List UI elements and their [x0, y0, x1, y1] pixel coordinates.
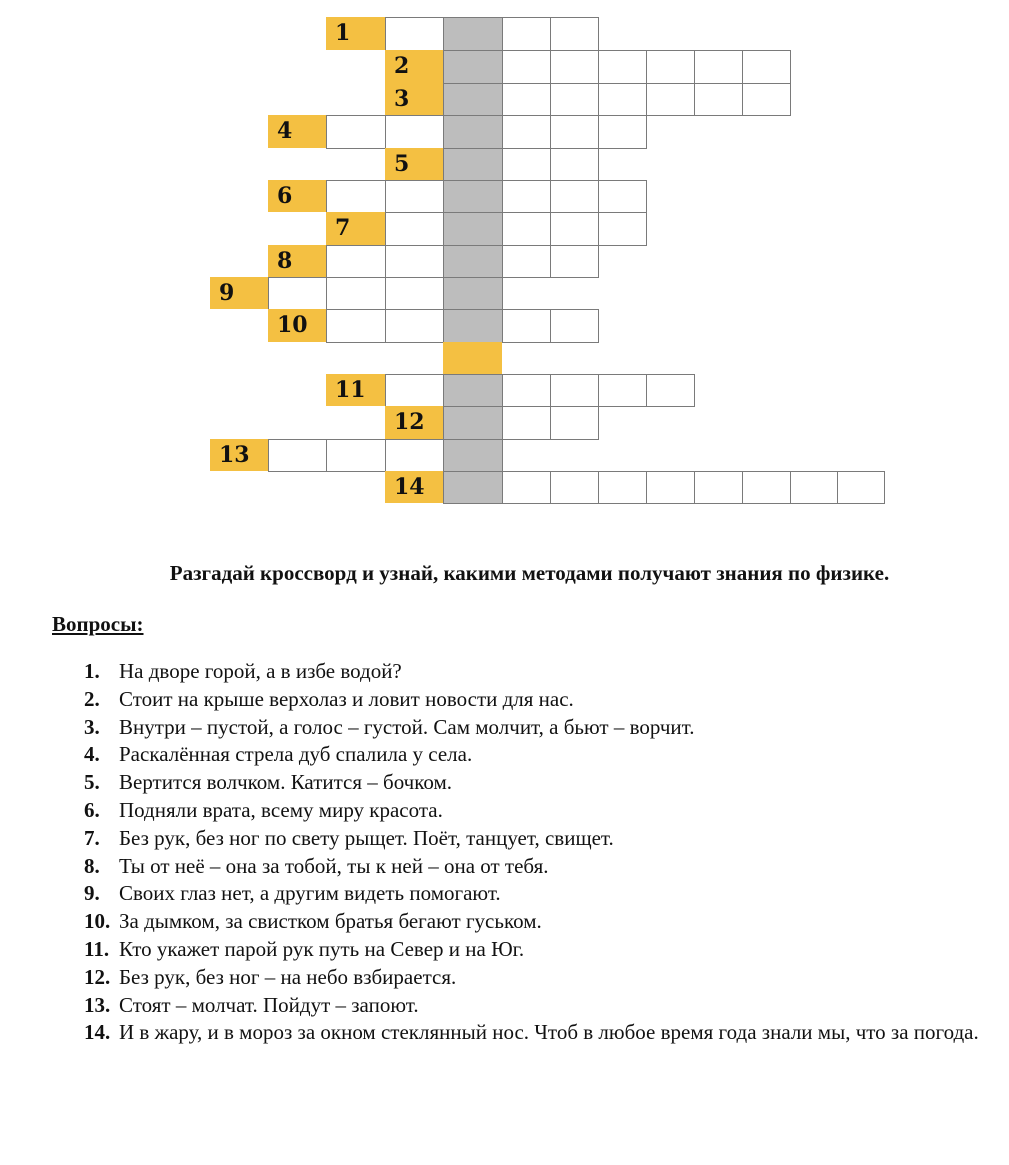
letter-cell[interactable]: [598, 180, 647, 213]
crossword-grid: [0, 0, 1009, 520]
letter-cell[interactable]: [550, 148, 599, 181]
letter-cell[interactable]: [385, 309, 444, 343]
key-letter-cell[interactable]: [443, 148, 503, 181]
letter-cell[interactable]: [502, 83, 551, 116]
question-text: Без рук, без ног – на небо взбирается.: [119, 964, 457, 989]
letter-cell[interactable]: [550, 180, 599, 213]
letter-cell[interactable]: [385, 180, 444, 213]
letter-cell[interactable]: [550, 83, 599, 116]
letter-cell[interactable]: [268, 277, 327, 310]
letter-cell[interactable]: [502, 50, 551, 84]
key-letter-cell[interactable]: [443, 17, 503, 51]
letter-cell[interactable]: [502, 471, 551, 504]
question-item: [84, 741, 989, 769]
letter-cell[interactable]: [550, 212, 599, 246]
letter-cell[interactable]: [326, 245, 386, 278]
letter-cell[interactable]: [742, 50, 791, 84]
question-number: 8.: [84, 853, 100, 878]
letter-cell[interactable]: [385, 212, 444, 246]
question-text: Подняли врата, всему миру красота.: [119, 797, 443, 822]
letter-cell[interactable]: [646, 83, 695, 116]
clue-number-label: [443, 342, 502, 374]
question-item: [84, 658, 989, 686]
key-letter-cell[interactable]: [443, 115, 503, 149]
clue-number-label: 4: [268, 115, 326, 148]
key-letter-cell[interactable]: [443, 180, 503, 213]
key-letter-cell[interactable]: [443, 374, 503, 407]
letter-cell[interactable]: [598, 471, 647, 504]
key-letter-cell[interactable]: [443, 439, 503, 472]
letter-cell[interactable]: [598, 374, 647, 407]
letter-cell[interactable]: [550, 309, 599, 343]
question-item: [84, 686, 989, 714]
questions-list: [84, 658, 989, 1047]
letter-cell[interactable]: [694, 50, 743, 84]
letter-cell[interactable]: [502, 406, 551, 440]
question-number: 14.: [84, 1020, 111, 1045]
key-letter-cell[interactable]: [443, 309, 503, 343]
question-item: [84, 853, 989, 881]
letter-cell[interactable]: [502, 309, 551, 343]
question-item: [84, 908, 989, 936]
letter-cell[interactable]: [385, 374, 444, 407]
question-item: [84, 714, 989, 742]
letter-cell[interactable]: [326, 277, 386, 310]
question-text: Без рук, без ног по свету рыщет. Поёт, танцует, свищет.: [119, 825, 614, 850]
letter-cell[interactable]: [385, 277, 444, 310]
question-number: 7.: [84, 825, 100, 850]
question-number: 4.: [84, 742, 100, 767]
letter-cell[interactable]: [598, 115, 647, 149]
question-item: [84, 769, 989, 797]
question-item: [84, 936, 989, 964]
question-item: [84, 825, 989, 853]
question-item: [84, 964, 989, 992]
letter-cell[interactable]: [502, 148, 551, 181]
question-text: Внутри – пустой, а голос – густой. Сам молчит, а бьют – ворчит.: [119, 714, 695, 739]
letter-cell[interactable]: [385, 439, 444, 472]
letter-cell[interactable]: [385, 245, 444, 278]
clue-number-label: 5: [385, 148, 443, 180]
question-text: Стоит на крыше верхолаз и ловит новости для нас.: [119, 686, 574, 711]
clue-number-label: 12: [385, 406, 443, 439]
question-number: 2.: [84, 686, 100, 711]
clue-number-label: 1: [326, 17, 385, 50]
question-text: Ты от неё – она за тобой, ты к ней – она от тебя.: [119, 853, 549, 878]
letter-cell[interactable]: [742, 83, 791, 116]
letter-cell[interactable]: [502, 17, 551, 51]
clue-number-label: 14: [385, 471, 443, 503]
letter-cell[interactable]: [694, 83, 743, 116]
letter-cell[interactable]: [598, 212, 647, 246]
clue-number-label: 10: [268, 309, 326, 342]
letter-cell[interactable]: [326, 115, 386, 149]
key-letter-cell[interactable]: [443, 277, 503, 310]
question-text: И в жару, и в мороз за окном стеклянный нос. Чтоб в любое время года знали мы, что за погода.: [119, 1020, 979, 1045]
question-number: 5.: [84, 770, 100, 795]
question-text: Стоят – молчат. Пойдут – запоют.: [119, 992, 419, 1017]
letter-cell[interactable]: [550, 406, 599, 440]
letter-cell[interactable]: [790, 471, 838, 504]
question-text: Вертится волчком. Катится – бочком.: [119, 770, 453, 795]
clue-number-label: 13: [210, 439, 268, 471]
question-number: 13.: [84, 992, 111, 1017]
page-title: Разгадай кроссворд и узнай, какими методами получают знания по физике.: [169, 561, 890, 585]
letter-cell[interactable]: [550, 374, 599, 407]
letter-cell[interactable]: [550, 17, 599, 51]
letter-cell[interactable]: [646, 374, 695, 407]
letter-cell[interactable]: [502, 245, 551, 278]
question-number: 6.: [84, 797, 100, 822]
question-text: Раскалённая стрела дуб спалила у села.: [119, 742, 473, 767]
letter-cell[interactable]: [598, 50, 647, 84]
letter-cell[interactable]: [598, 83, 647, 116]
question-number: 10.: [84, 909, 111, 934]
question-item: [84, 992, 989, 1020]
question-number: 9.: [84, 881, 100, 906]
clue-number-label: 7: [326, 212, 385, 245]
key-letter-cell[interactable]: [443, 212, 503, 246]
letter-cell[interactable]: [326, 180, 386, 213]
letter-cell[interactable]: [550, 245, 599, 278]
clue-number-label: 8: [268, 245, 326, 277]
key-letter-cell[interactable]: [443, 406, 503, 440]
clue-number-label: 9: [210, 277, 268, 309]
letter-cell[interactable]: [646, 50, 695, 84]
question-item: [84, 880, 989, 908]
letter-cell[interactable]: [268, 439, 327, 472]
letter-cell[interactable]: [385, 115, 444, 149]
question-text: Своих глаз нет, а другим видеть помогают.: [119, 881, 501, 906]
question-number: 3.: [84, 714, 100, 739]
clue-number-label: 3: [385, 83, 443, 115]
questions-heading: Вопросы:: [52, 612, 144, 636]
letter-cell[interactable]: [385, 17, 444, 51]
question-text: За дымком, за свистком братья бегают гуськом.: [119, 909, 542, 934]
question-item: [84, 1019, 989, 1047]
question-number: 12.: [84, 964, 111, 989]
key-letter-cell[interactable]: [443, 83, 503, 116]
clue-number-label: 6: [268, 180, 326, 212]
letter-cell[interactable]: [326, 439, 386, 472]
question-text: Кто укажет парой рук путь на Север и на Юг.: [119, 936, 525, 961]
letter-cell[interactable]: [550, 471, 599, 504]
clue-number-label: 2: [385, 50, 443, 83]
letter-cell[interactable]: [502, 374, 551, 407]
key-letter-cell[interactable]: [443, 245, 503, 278]
clue-number-label: 11: [326, 374, 385, 406]
letter-cell[interactable]: [646, 471, 695, 504]
question-number: 11.: [84, 936, 110, 961]
letter-cell[interactable]: [550, 50, 599, 84]
question-item: [84, 797, 989, 825]
letter-cell[interactable]: [502, 180, 551, 213]
letter-cell[interactable]: [694, 471, 743, 504]
question-number: 1.: [84, 659, 100, 683]
letter-cell[interactable]: [550, 115, 599, 149]
letter-cell[interactable]: [502, 212, 551, 246]
key-letter-cell[interactable]: [443, 471, 503, 504]
question-text: На дворе горой, а в избе водой?: [119, 659, 402, 683]
key-letter-cell[interactable]: [443, 50, 503, 84]
letter-cell[interactable]: [742, 471, 791, 504]
letter-cell[interactable]: [326, 309, 386, 343]
letter-cell[interactable]: [837, 471, 885, 504]
letter-cell[interactable]: [502, 115, 551, 149]
